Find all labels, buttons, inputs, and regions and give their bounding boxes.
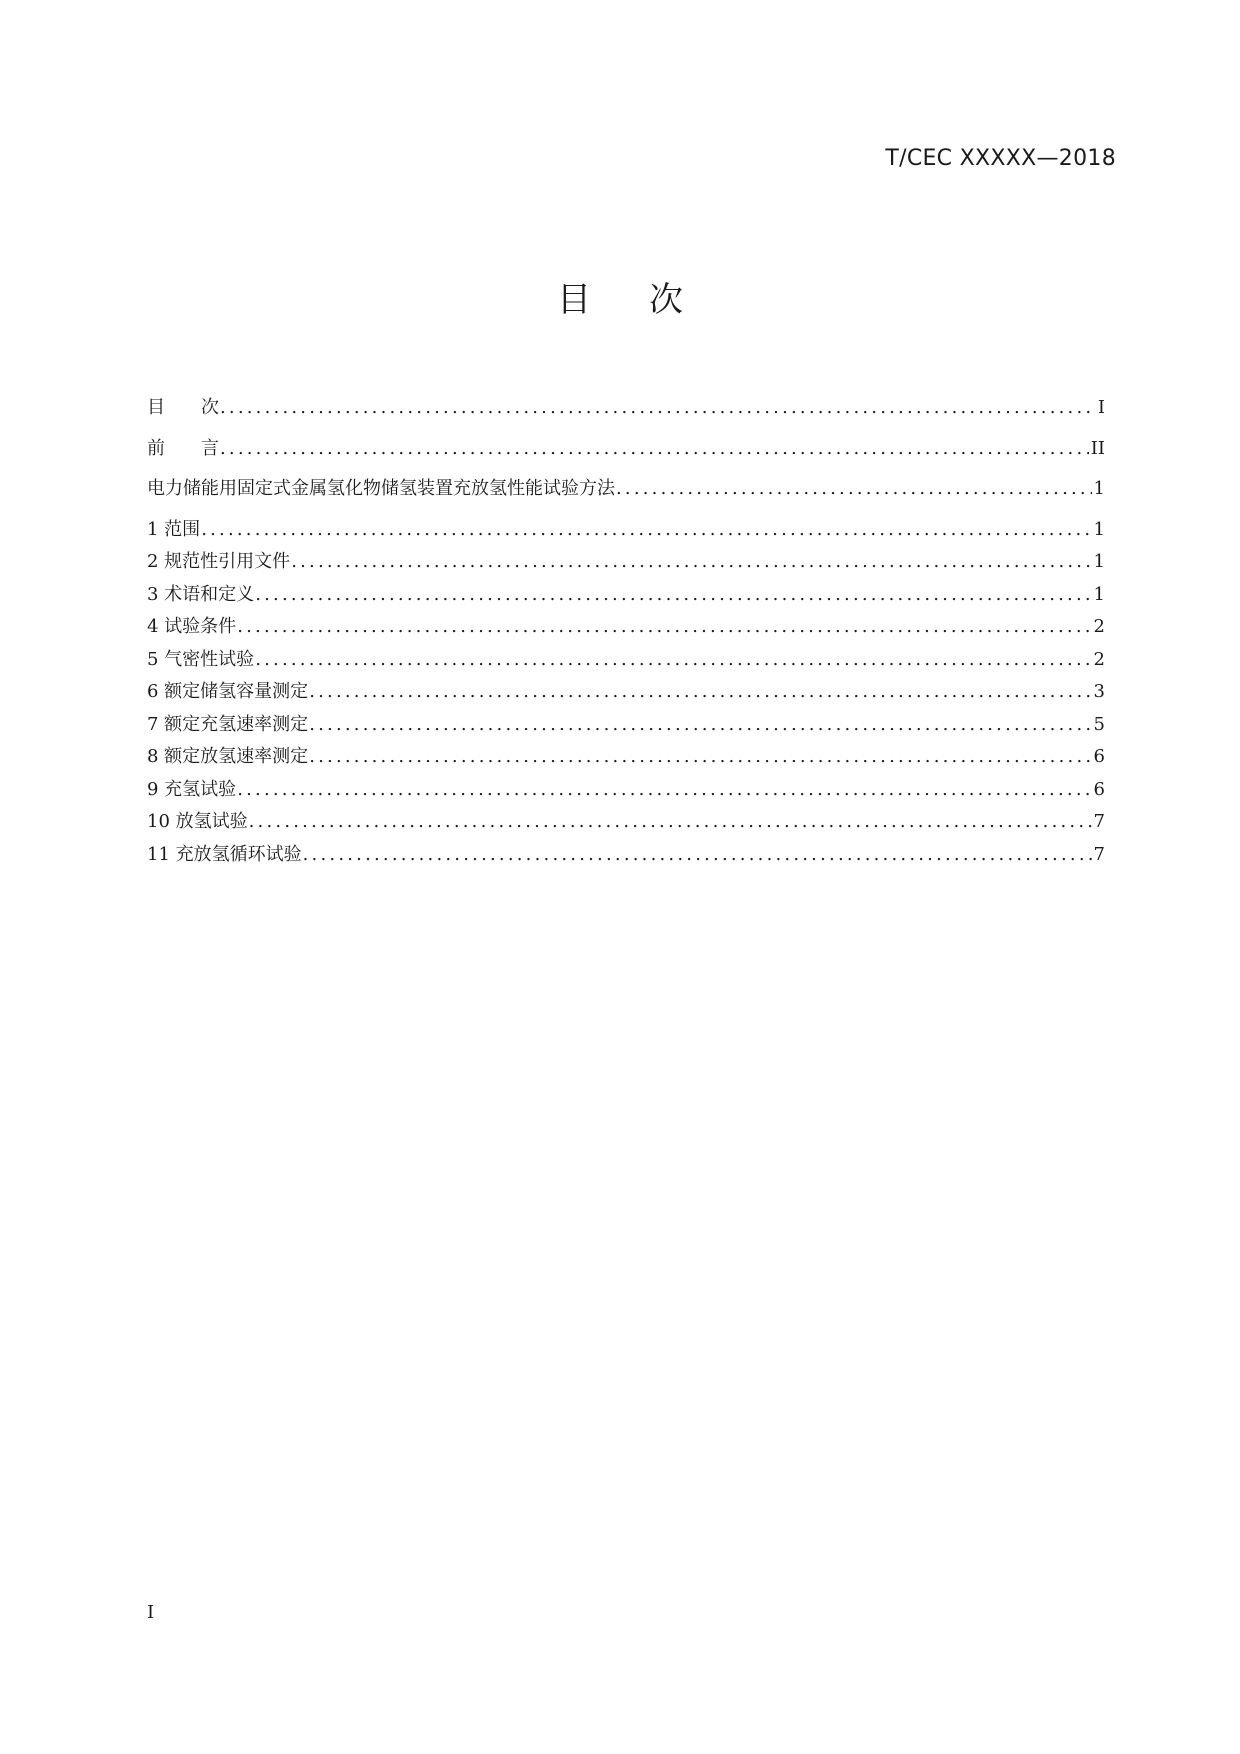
toc-entry-1[interactable] [147, 515, 1105, 548]
toc-entry-label: 10 放氢试验 [147, 811, 248, 832]
toc-entry-document-title[interactable] [147, 474, 1105, 515]
toc-entry-label: 5 气密性试验 [147, 648, 255, 670]
toc-entry-label: 电力储能用固定式金属氢化物储氢装置充放氢性能试验方法 [147, 478, 615, 499]
toc-entry-label: 11 充放氢循环试验 [147, 843, 302, 865]
page-number: I [147, 1602, 155, 1623]
toc-entry-6[interactable] [147, 677, 1105, 710]
dot-leader [237, 779, 1091, 800]
toc-entry-page: I [1097, 397, 1105, 418]
toc-entry-8[interactable] [147, 742, 1105, 775]
dot-leader [237, 616, 1091, 637]
toc-entry-label: 目 次 [147, 397, 219, 418]
dot-leader [309, 681, 1091, 702]
toc-entry-page: 2 [1093, 648, 1105, 670]
toc-entry-contents[interactable] [147, 393, 1105, 434]
dot-leader [255, 584, 1091, 605]
document-code: T/CEC XXXXX—2018 [885, 146, 1116, 171]
toc-entry-foreword[interactable] [147, 434, 1105, 475]
dot-leader [303, 844, 1092, 865]
dot-leader [291, 551, 1091, 572]
toc-entry-page: 7 [1093, 843, 1105, 865]
dot-leader [309, 714, 1091, 735]
toc-entry-label: 前 言 [147, 437, 219, 459]
toc-entry-page: 7 [1093, 811, 1105, 832]
toc-entry-label: 3 术语和定义 [147, 583, 255, 605]
toc-entry-label: 7 额定充氢速率测定 [147, 713, 309, 735]
toc-entry-5[interactable] [147, 645, 1105, 678]
dot-leader [249, 811, 1092, 832]
toc-entry-page: 5 [1093, 713, 1105, 735]
toc-entry-label: 6 额定储氢容量测定 [147, 681, 309, 702]
toc-entry-page: 6 [1093, 746, 1105, 767]
toc-entry-page: 6 [1093, 778, 1105, 800]
dot-leader [309, 746, 1091, 767]
toc-heading: 目次 [557, 280, 741, 320]
toc-entry-page: II [1090, 437, 1105, 459]
dot-leader [255, 649, 1091, 670]
toc-entry-page: 1 [1093, 478, 1105, 499]
toc-entry-page: 1 [1093, 518, 1105, 540]
dot-leader [220, 438, 1089, 459]
toc-entry-page: 3 [1093, 681, 1105, 702]
toc-entry-page: 1 [1093, 583, 1105, 605]
toc-entry-label: 8 额定放氢速率测定 [147, 746, 309, 767]
toc-entry-9[interactable] [147, 775, 1105, 808]
toc-entry-7[interactable] [147, 710, 1105, 743]
toc-entry-label: 1 范围 [147, 518, 201, 540]
dot-leader [201, 519, 1091, 540]
toc-entry-label: 4 试验条件 [147, 616, 237, 637]
dot-leader [616, 478, 1092, 499]
toc-entry-4[interactable] [147, 612, 1105, 645]
toc-entry-label: 9 充氢试验 [147, 778, 237, 800]
toc-entry-label: 2 规范性引用文件 [147, 551, 291, 572]
toc-entry-page: 1 [1093, 551, 1105, 572]
dot-leader [220, 397, 1096, 418]
toc-entry-11[interactable] [147, 840, 1105, 873]
toc-entry-3[interactable] [147, 580, 1105, 613]
toc-entry-page: 2 [1093, 616, 1105, 637]
toc-entry-10[interactable] [147, 807, 1105, 840]
table-of-contents [147, 393, 1105, 872]
toc-entry-2[interactable] [147, 547, 1105, 580]
